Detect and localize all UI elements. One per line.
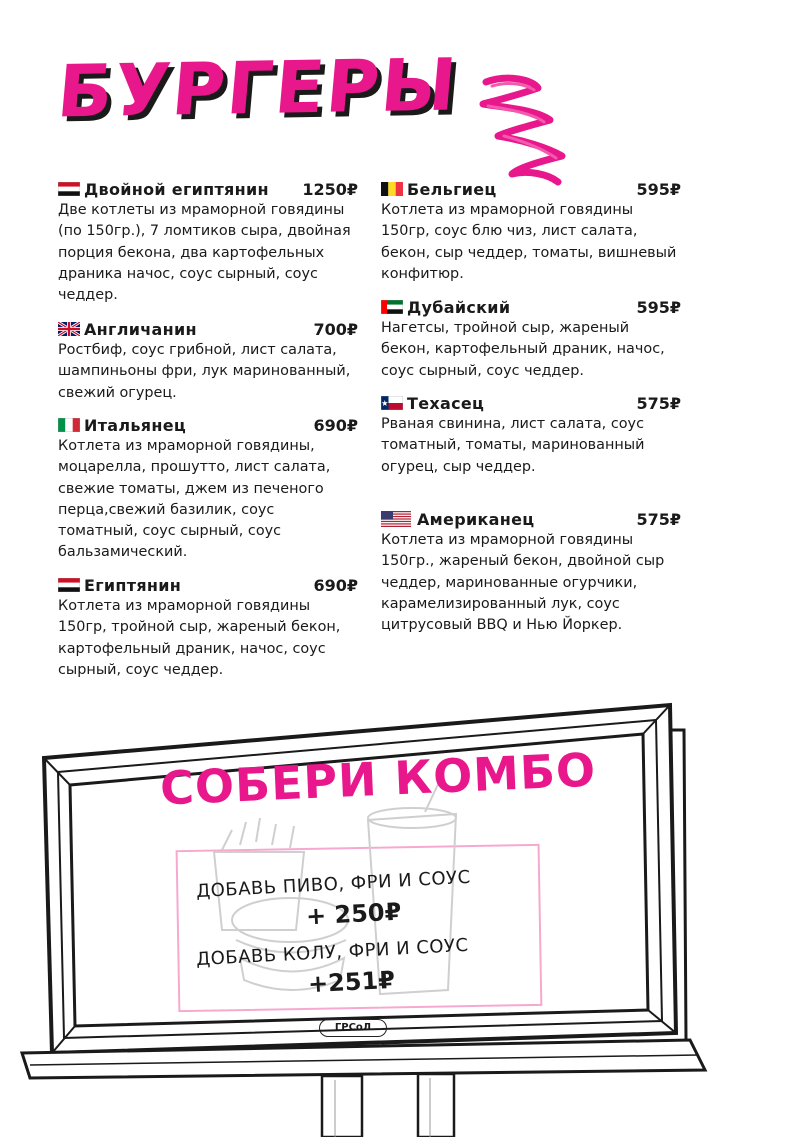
item-price: 575₽ bbox=[636, 393, 681, 413]
combo-offer-beer: ДОБАВЬ ПИВО, ФРИ И СОУС bbox=[195, 866, 472, 903]
item-price: 700₽ bbox=[313, 319, 358, 339]
item-name: Американец bbox=[417, 509, 535, 529]
item-name: Итальянец bbox=[84, 415, 187, 435]
item-description: Котлета из мраморной говядины 150гр, тройной сыр, жареный бекон, картофельный драник, начос, соус сырный, соус чеддер. bbox=[58, 598, 341, 678]
item-description: Нагетсы, тройной сыр, жареный бекон, картофельный драник, начос, соус сырный, соус чеддер. bbox=[381, 320, 665, 379]
item-name: Двойной египтянин bbox=[84, 179, 269, 199]
item-price: 690₽ bbox=[313, 575, 358, 595]
item-description: Рваная свинина, лист салата, соус томатный, томаты, маринованный огурец, сыр чеддер. bbox=[381, 416, 645, 475]
item-description: Ростбиф, соус грибной, лист салата, шампиньоны фри, лук маринованный, свежий огурец. bbox=[58, 342, 351, 401]
item-price: 575₽ bbox=[636, 509, 681, 529]
item-price: 690₽ bbox=[313, 415, 358, 435]
item-name: Англичанин bbox=[84, 319, 197, 339]
combo-offer-cola: ДОБАВЬ КОЛУ, ФРИ И СОУС bbox=[195, 934, 470, 971]
item-price: 1250₽ bbox=[302, 179, 358, 199]
combo-price-cola: +251₽ bbox=[307, 965, 396, 999]
page-title: БУРГЕРЫ bbox=[53, 42, 462, 134]
item-name: Техасец bbox=[407, 393, 485, 413]
combo-title: СОБЕРИ КОМБО bbox=[159, 742, 598, 816]
item-name: Египтянин bbox=[84, 575, 182, 595]
item-price: 595₽ bbox=[636, 297, 681, 317]
item-description: Котлета из мраморной говядины 150гр, соус блю чиз, лист салата, бекон, сыр чеддер, томаты, вишневый конфитюр. bbox=[381, 202, 677, 282]
billboard-brand-logo: ГРСоЛ bbox=[319, 1019, 387, 1037]
item-description: Две котлеты из мраморной говядины (по 150гр.), 7 ломтиков сыра, двойная порция бекона, два картофельных драника начос, соус сырный, соус чеддер. bbox=[58, 202, 351, 304]
item-price: 595₽ bbox=[636, 179, 681, 199]
item-name: Бельгиец bbox=[407, 179, 497, 199]
item-description: Котлета из мраморной говядины, моцарелла, прошутто, лист салата, свежие томаты, джем из печеного перца,свежий базилик, соус томатный, соус сырный, соус бальзамический. bbox=[58, 438, 331, 561]
item-description: Котлета из мраморной говядины 150гр., жареный бекон, двойной сыр чеддер, маринованные огурчики, карамелизированный лук, соус цитрусовый BBQ и Нью Йоркер. bbox=[381, 532, 665, 634]
item-name: Дубайский bbox=[407, 297, 511, 317]
combo-price-beer: + 250₽ bbox=[305, 897, 402, 931]
